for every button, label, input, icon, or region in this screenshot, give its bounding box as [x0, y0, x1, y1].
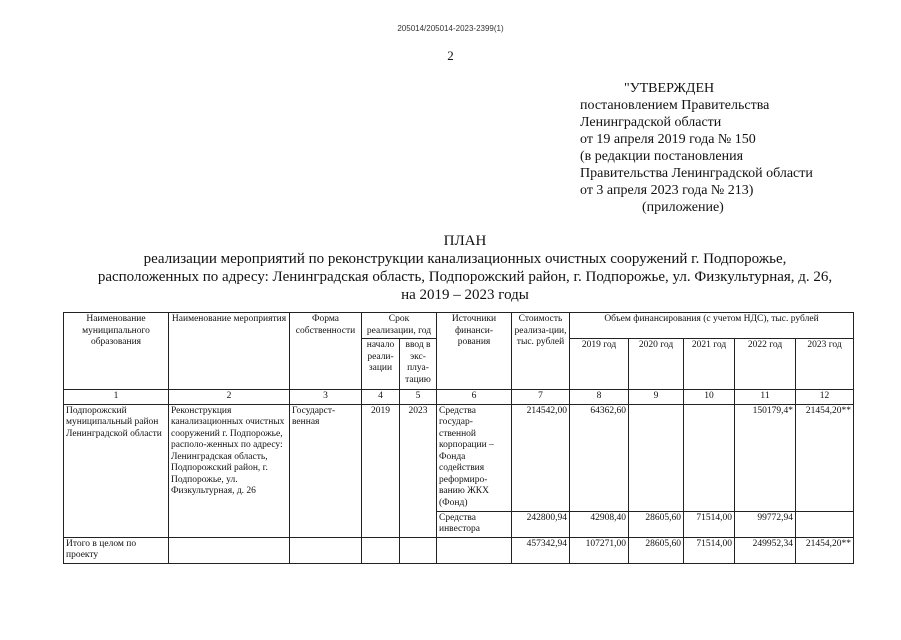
header-year-2020: 2020 год — [629, 339, 684, 390]
cell-total-2022: 249952,34 — [735, 537, 796, 563]
plan-title-line: расположенных по адресу: Ленинградская область, Подпорожский район, г. Подпорожье, ул. Физкультурная, д. 26, — [97, 269, 833, 285]
cell-total-label: Итого в целом по проекту — [64, 537, 169, 563]
cell-total-2020: 28605,60 — [629, 537, 684, 563]
cell-2019-fund: 64362,60 — [570, 404, 629, 511]
header-row — [64, 313, 854, 339]
plan-table — [63, 312, 854, 564]
cell-2023-fund: 21454,20** — [796, 404, 854, 511]
cell-start-year: 2019 — [362, 404, 400, 537]
header-period: Срок реализации, год — [362, 313, 437, 339]
approval-line: от 3 апреля 2023 года № 213) — [580, 183, 754, 198]
approval-line: от 19 апреля 2019 года № 150 — [580, 132, 756, 147]
column-number: 4 — [362, 390, 400, 405]
cell-2020-investor: 28605,60 — [629, 511, 684, 537]
document-id: 205014/205014-2023-2399(1) — [397, 24, 504, 33]
column-number: 8 — [570, 390, 629, 405]
column-number: 12 — [796, 390, 854, 405]
column-number: 9 — [629, 390, 684, 405]
header-year-2019: 2019 год — [570, 339, 629, 390]
cell-commission-year: 2023 — [400, 404, 437, 537]
column-number: 2 — [169, 390, 290, 405]
column-number: 3 — [290, 390, 362, 405]
cell-source-fund: Средства государ-ственной корпорации – Фонда содействия реформиро-ванию ЖКХ (Фонд) — [437, 404, 512, 511]
cell-empty — [169, 537, 290, 563]
cell-total-cost: 457342,94 — [512, 537, 570, 563]
cell-total-2023: 21454,20** — [796, 537, 854, 563]
cell-empty — [400, 537, 437, 563]
column-number: 10 — [684, 390, 735, 405]
header-event: Наименование мероприятия — [169, 313, 290, 390]
cell-municipality: Подпорожский муниципальный район Ленинградской области — [64, 404, 169, 537]
header-financing: Объем финансирования (с учетом НДС), тыс. рублей — [570, 313, 854, 339]
cell-2020-fund — [629, 404, 684, 511]
approval-line: (приложение) — [642, 200, 724, 215]
cell-ownership: Государст-венная — [290, 404, 362, 537]
column-number-row — [64, 390, 854, 405]
header-commission: ввод в экс-плуа-тацию — [400, 339, 437, 390]
header-ownership: Форма собственности — [290, 313, 362, 390]
column-number: 5 — [400, 390, 437, 405]
page-number: 2 — [447, 48, 454, 63]
plan-title — [0, 232, 901, 304]
cell-empty — [362, 537, 400, 563]
cell-2019-investor: 42908,40 — [570, 511, 629, 537]
cell-2021-fund — [684, 404, 735, 511]
cell-2022-fund: 150179,4* — [735, 404, 796, 511]
approval-line: "УТВЕРЖДЕН — [624, 81, 715, 96]
approval-stamp — [580, 80, 813, 216]
cell-empty — [290, 537, 362, 563]
cell-cost-investor: 242800,94 — [512, 511, 570, 537]
table-row-total — [64, 537, 854, 563]
approval-line: Ленинградской области — [580, 115, 722, 130]
cell-event: Реконструкция канализационных очистных сооружений г. Подпорожье, располо-женных по адресу: Ленинградская область, Подпорожский район, г. Подпорожье, ул. Физкультурная, д. 26 — [169, 404, 290, 537]
cell-cost-fund: 214542,00 — [512, 404, 570, 511]
cell-2021-investor: 71514,00 — [684, 511, 735, 537]
approval-line: Правительства Ленинградской области — [580, 166, 813, 181]
cell-empty — [437, 537, 512, 563]
header-cost: Стоимость реализа-ции, тыс. рублей — [512, 313, 570, 390]
cell-2023-investor — [796, 511, 854, 537]
approval-line: постановлением Правительства — [580, 98, 770, 113]
header-sources: Источники финанси-рования — [437, 313, 512, 390]
table-row-fund — [64, 404, 854, 511]
header-year-2021: 2021 год — [684, 339, 735, 390]
column-number: 1 — [64, 390, 169, 405]
plan-title-line: реализации мероприятий по реконструкции канализационных очистных сооружений г. Подпорожье, — [143, 251, 787, 267]
approval-line: (в редакции постановления — [580, 149, 744, 164]
header-municipality: Наименование муниципального образования — [64, 313, 169, 390]
cell-total-2021: 71514,00 — [684, 537, 735, 563]
plan-title-main: ПЛАН — [443, 233, 487, 249]
header-start: начало реали-зации — [362, 339, 400, 390]
cell-source-investor: Средства инвестора — [437, 511, 512, 537]
column-number: 7 — [512, 390, 570, 405]
column-number: 6 — [437, 390, 512, 405]
header-year-2022: 2022 год — [735, 339, 796, 390]
column-number: 11 — [735, 390, 796, 405]
plan-title-line: на 2019 – 2023 годы — [401, 287, 529, 303]
cell-total-2019: 107271,00 — [570, 537, 629, 563]
header-year-2023: 2023 год — [796, 339, 854, 390]
cell-2022-investor: 99772,94 — [735, 511, 796, 537]
